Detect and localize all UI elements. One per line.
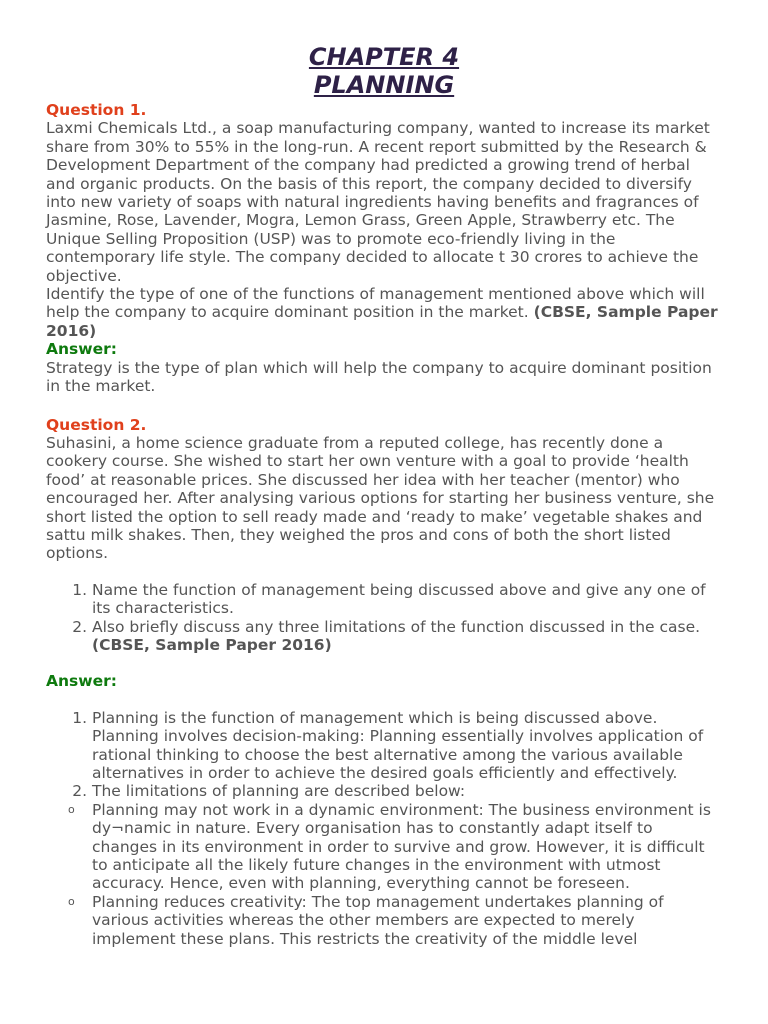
answer-2-label: Answer: xyxy=(46,672,117,691)
question-1-text: Laxmi Chemicals Ltd., a soap manufacturing company, wanted to increase its market share from 30% to 55% in the long-run. A recent report submitted by the Research & Development Department of the company had predicted a growing trend of herbal and organic products. On the basis of this report, the company decided to diversify into new variety of soaps with natural ingredients having benefits and fragrances of Jasmine, Rose, Lavender, Mogra, Lemon Grass, Green Apple, Strawberry etc. The Unique Selling Proposition (USP) was to promote eco-friendly living in the contemporary life style. The company decided to allocate t 30 crores to achieve the objective. xyxy=(46,119,710,285)
question-2-label: Question 2. xyxy=(46,415,147,434)
question-1-label: Question 1. xyxy=(46,101,147,119)
answer-1-text: Strategy is the type of plan which will help the company to acquire dominant position in the market. xyxy=(46,358,712,396)
answer-2-item: 2. The limitations of planning are described below: xyxy=(92,782,722,800)
question-2-items xyxy=(46,581,722,655)
answer-2-item: 1. Planning is the function of management which is being discussed above. Planning involves decision-making: Planning essentially involves application of rational thinking to choose the best alternative among the various available alternatives in order to achieve the desired goals efficiently and effectively. xyxy=(92,709,722,783)
question-1-prompt-text: Identify the type of one of the functions of management mentioned above which will help the company to acquire dominant position in the market. xyxy=(46,285,705,322)
question-2-text: Suhasini, a home science graduate from a reputed college, has recently done a cookery course. She wished to start her own venture with a goal to provide ‘health food’ at reasonable prices. She discussed her idea with her teacher (mentor) who encouraged her. After analysing various options for starting her business venture, she short listed the option to sell ready made and ‘ready to make’ vegetable shakes and sattu milk shakes. Then, they weighed the pros and cons of both the short listed options. xyxy=(46,433,715,563)
question-2-source: (CBSE, Sample Paper 2016) xyxy=(92,635,332,654)
limitation-item: o Planning may not work in a dynamic environment: The business environment is dy¬namic in nature. Every organisation has to constantly adapt itself to changes in its environment in order to survive and grow. However, it is difficult to anticipate all the likely future changes in the environment with utmost accuracy. Hence, even with planning, everything cannot be foreseen. xyxy=(92,801,722,893)
answer-2-items xyxy=(46,709,722,801)
question-2-item xyxy=(92,618,722,655)
question-1-source: (CBSE, Sample Paper 2016) xyxy=(46,303,718,340)
chapter-subtitle: PLANNING xyxy=(313,71,455,99)
question-1-prompt xyxy=(46,285,722,340)
question-2-item: 1. Name the function of management being discussed above and give any one of its characteristics. xyxy=(92,581,722,618)
question-2-item-text: Also briefly discuss any three limitations of the function discussed in the case. xyxy=(92,617,701,636)
chapter-title: CHAPTER 4 xyxy=(308,43,460,71)
limitations-list xyxy=(46,801,722,948)
answer-1-label: Answer: xyxy=(46,340,117,359)
limitation-item: o Planning reduces creativity: The top management undertakes planning of various activities whereas the other members are expected to merely implement these plans. This restricts the creativity of the middle level xyxy=(92,893,722,948)
